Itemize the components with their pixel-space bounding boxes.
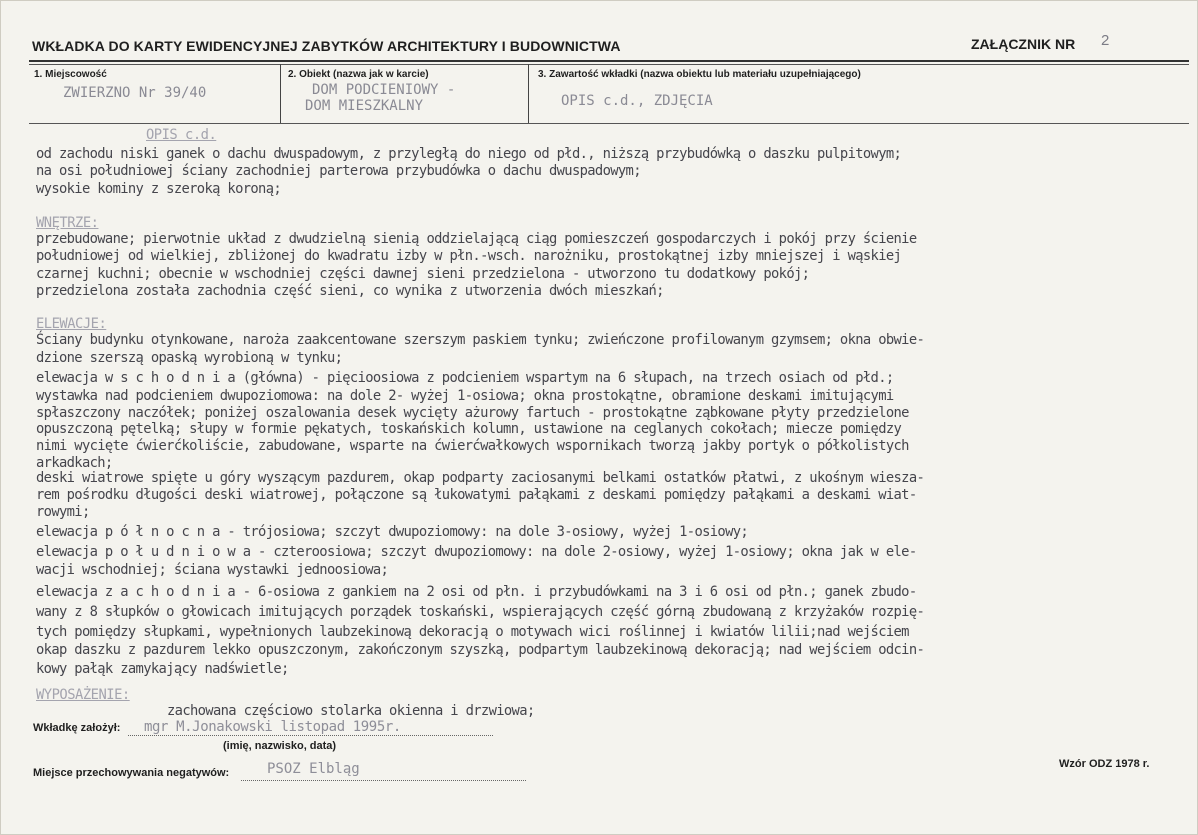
body-line: dzione szerszą opaską wyrobioną w tynku; — [36, 350, 343, 366]
body-line: kowy pałąk zamykający nadświetle; — [36, 661, 289, 677]
body-line: wacji wschodniej; ściana wystawki jednoosiowa; — [36, 562, 389, 578]
object-label: 2. Obiekt (nazwa jak w karcie) — [288, 69, 429, 80]
content-label: 3. Zawartość wkładki (nazwa obiektu lub materiału uzupełniającego) — [538, 69, 861, 80]
body-line: od zachodu niski ganek o dachu dwuspadowym, z przyległą do niego od płd., niższą przybudówką o daszku pulpitowym; — [36, 146, 902, 162]
body-line: deski wiatrowe spięte u góry wyszącym pazdurem, okap podparty zaciosanymi belkami ostatków płatwi, z ukośnym wiesza- — [36, 470, 925, 486]
storage-value: PSOZ Elbląg — [267, 761, 360, 777]
body-line: przedzielona została zachodnia część sieni, co wynika z utworzenia dwóch mieszkań; — [36, 283, 664, 299]
body-line: przebudowane; pierwotnie układ z dwudzielną sienią oddzielającą ciąg pomieszczeń gospodarczych i pokój przy ścienie — [36, 231, 917, 247]
body-line: elewacja w s c h o d n i a (główna) - pięcioosiowa z podcieniem wspartym na 6 słupach, na trzech osiach od płd.; — [36, 370, 894, 386]
body-line: opuszczoną pętelką; słupy w formie pękatych, toskańskich kolumn, ustawione na ceglanych cokołach; miecze pomiędzy — [36, 421, 902, 437]
storage-label: Miejsce przechowywania negatywów: — [33, 767, 230, 779]
field-divider-2 — [528, 64, 529, 123]
body-line: rowymi; — [36, 504, 90, 520]
object-value-line-1: DOM PODCIENIOWY - — [312, 82, 456, 98]
content-value: OPIS c.d., ZDJĘCIA — [561, 93, 713, 109]
locality-value: ZWIERZNO Nr 39/40 — [63, 85, 207, 101]
header-bottom-rule — [29, 123, 1189, 124]
header-top-rule — [29, 60, 1189, 62]
storage-dotted-line — [241, 780, 526, 781]
author-label: Wkładkę założył: — [33, 722, 121, 734]
attachment-number: 2 — [1101, 32, 1110, 49]
body-line: na osi południowej ściany zachodniej parterowa przybudówka o dachu dwuspadowym; — [36, 163, 641, 179]
form-title: WKŁADKA DO KARTY EWIDENCYJNEJ ZABYTKÓW ARCHITEKTURY I BUDOWNICTWA — [32, 38, 621, 54]
section-heading-wnetrze: WNĘTRZE: — [36, 215, 99, 231]
template-note: Wzór ODZ 1978 r. — [1059, 758, 1150, 770]
body-line: elewacja p ó ł n o c n a - trójosiowa; szczyt dwupoziomowy: na dole 3-osiowy, wyżej 1-osiowy; — [36, 524, 749, 540]
author-value: mgr M.Jonakowski listopad 1995r. — [144, 719, 401, 735]
section-heading-opis: OPIS c.d. — [146, 127, 217, 143]
body-line: zachowana częściowo stolarka okienna i drzwiowa; — [167, 703, 535, 719]
body-line: południowej od wielkiej, zbliżonej do kwadratu izby w płn.-wsch. narożniku, prostokątnej izby mniejszej i wąskiej — [36, 248, 902, 264]
body-line: elewacja z a c h o d n i a - 6-osiowa z gankiem na 2 osi od płn. i przybudówkami na 3 i 6 osi od płn.; ganek zbudo- — [36, 584, 917, 600]
body-line: wany z 8 słupków o głowicach imitujących porządek toskański, wspierających część górną zbudowaną z krzyżaków rozpię- — [36, 604, 925, 620]
body-line: elewacja p o ł u d n i o w a - czteroosiowa; szczyt dwupoziomowy: na dole 2-osiowy, wyżej 1-osiowy; okna jak w ele- — [36, 544, 917, 560]
section-heading-wyposazenie: WYPOSAŻENIE: — [36, 687, 130, 703]
header-top-rule-secondary — [29, 64, 1189, 65]
body-line: czarnej kuchni; obecnie w wschodniej części dawnej sieni przedzielona - utworzono tu dodatkowy pokój; — [36, 266, 810, 282]
locality-label: 1. Miejscowość — [34, 69, 107, 80]
field-divider-1 — [280, 64, 281, 123]
body-line: wystawka nad podcieniem dwupoziomowa: na dole 2- wyżej 1-osiowa; okna prostokątne, obramione deskami imitującymi — [36, 388, 894, 404]
body-line: Ściany budynku otynkowane, naroża zaakcentowane szerszym paskiem tynku; zwieńczone profilowanym gzymsem; okna obwie- — [36, 332, 925, 348]
body-line: okap daszku z pazdurem lekko opuszczonym, zakończonym szyszką, podpartym laubzekinową dekoracją; nad wejściem odcin- — [36, 642, 925, 658]
body-line: rem pośrodku długości deski wiatrowej, połączone są łukowatymi pałąkami z deskami pomiędzy pałąkami a deskami wiat- — [36, 487, 917, 503]
body-line: arkadkach; — [36, 455, 113, 471]
body-line: wysokie kominy z szeroką koroną; — [36, 181, 282, 197]
body-line: nimi wycięte ćwierćkoliście, zabudowane, wsparte na ćwierćwałkowych wspornikach tworzą jakby portyk o półkolistych — [36, 438, 909, 454]
object-value-line-2: DOM MIESZKALNY — [305, 98, 424, 114]
author-caption: (imię, nazwisko, data) — [223, 740, 337, 752]
attachment-label: ZAŁĄCZNIK NR — [971, 36, 1076, 52]
body-line: spłaszczony naczółek; poniżej oszalowania desek wycięty ażurowy fartuch - prostokątne ząbkowane płyty przedzielone — [36, 405, 909, 421]
author-dotted-line — [128, 735, 493, 736]
section-heading-elewacje: ELEWACJE: — [36, 316, 107, 332]
body-line: tych pomiędzy słupkami, wypełnionych laubzekinową dekoracją o motywach wici roślinnej i kwiatów lilii;nad wejściem — [36, 624, 909, 640]
